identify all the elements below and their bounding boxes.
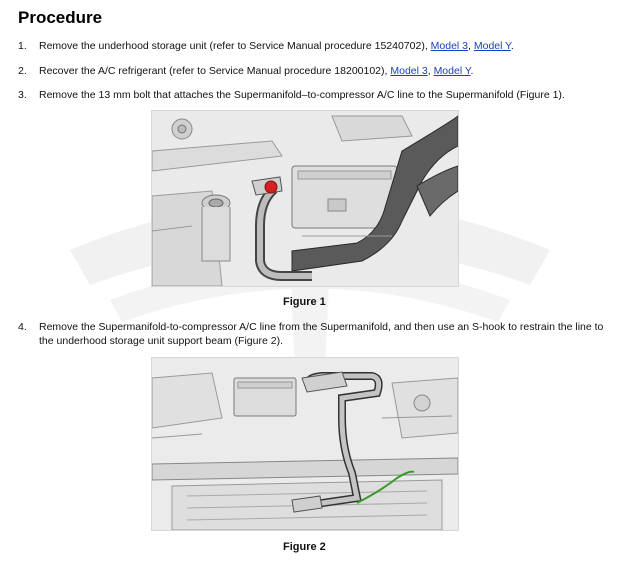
model-3-link[interactable]: Model 3 — [430, 40, 469, 52]
step-number: 1. — [18, 40, 27, 52]
step-text: Recover the A/C refrigerant (refer to Service Manual procedure 18200102), Model 3, Model Y. — [39, 65, 474, 77]
step-text: Remove the 13 mm bolt that attaches the Supermanifold–to-compressor A/C line to the Supermanifold (Figure 1). — [39, 89, 565, 101]
step-number: 4. — [18, 321, 27, 333]
step-number: 3. — [18, 89, 27, 101]
figure-2-image — [151, 357, 459, 531]
model-y-link[interactable]: Model Y — [433, 65, 471, 77]
page-title: Procedure — [18, 8, 103, 27]
model-3-link[interactable]: Model 3 — [390, 65, 428, 77]
step-text: Remove the Supermanifold-to-compressor A/C line from the Supermanifold, and then use an S-hook to restrain the line to the underhood storage unit support beam (Figure 2). — [39, 321, 604, 347]
bolt-highlight — [265, 181, 277, 193]
figure-1-image — [151, 110, 459, 287]
step-text: Remove the underhood storage unit (refer to Service Manual procedure 15240702), Model 3, Model Y. — [39, 40, 514, 52]
model-y-link[interactable]: Model Y — [473, 40, 511, 52]
step-number: 2. — [18, 65, 27, 77]
figure-2-caption: Figure 2 — [283, 541, 326, 553]
figure-1-caption: Figure 1 — [283, 296, 326, 308]
